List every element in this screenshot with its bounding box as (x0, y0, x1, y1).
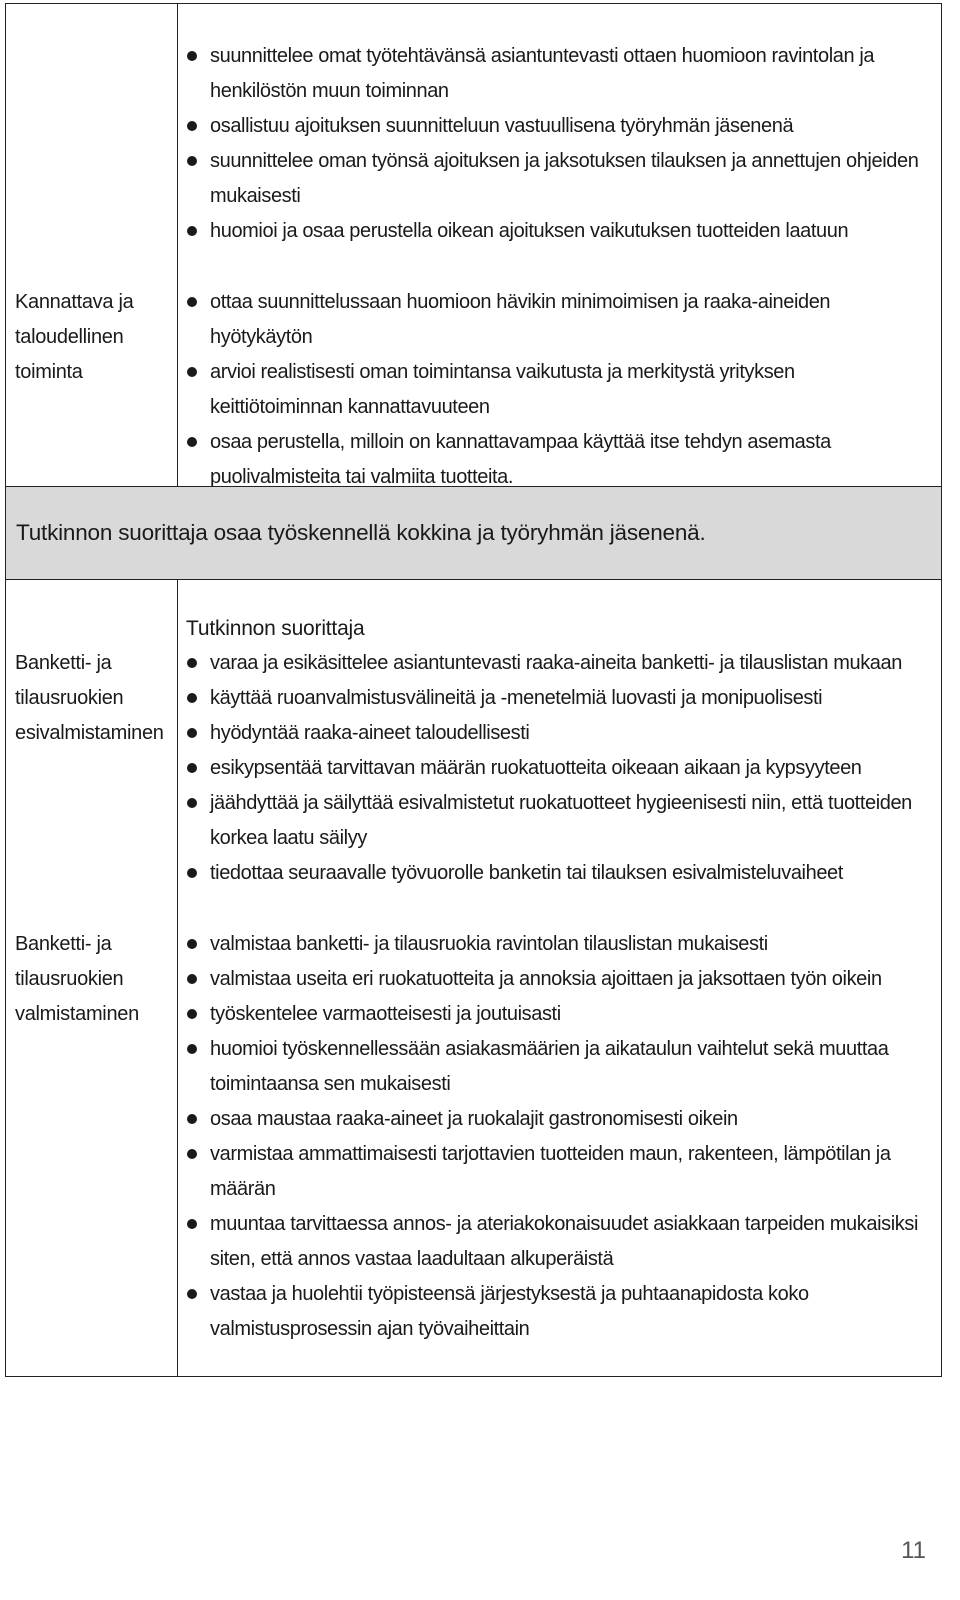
top-bullet-list (178, 39, 931, 249)
list-item: suunnittelee omat työtehtävänsä asiantuntevasti ottaen huomioon ravintolan ja henkilöstön muun toiminnan (178, 39, 931, 109)
competence-table (5, 3, 942, 1377)
list-item: tiedottaa seuraavalle työvuorolle banketin tai tilauksen esivalmisteluvaiheet (178, 856, 927, 891)
list-item: hyödyntää raaka-aineet taloudellisesti (178, 716, 927, 751)
label-cell (6, 4, 178, 486)
list-item: valmistaa banketti- ja tilausruokia ravintolan tilauslistan mukaisesti (178, 927, 927, 962)
list-item: osaa maustaa raaka-aineet ja ruokalajit gastronomisesti oikein (178, 1102, 927, 1137)
list-item: varaa ja esikäsittelee asiantuntevasti raaka-aineita banketti- ja tilauslistan mukaan (178, 646, 927, 681)
list-item: varmistaa ammattimaisesti tarjottavien tuotteiden maun, rakenteen, lämpötilan ja määrän (178, 1137, 927, 1207)
list-item: jäähdyttää ja säilyttää esivalmistetut ruokatuotteet hygieenisesti niin, että tuotteiden korkea laatu säilyy (178, 786, 927, 856)
label-esivalmistaminen: Banketti- ja tilausruokien esivalmistaminen (15, 652, 164, 744)
list-item: valmistaa useita eri ruokatuotteita ja annoksia ajoittaen ja jaksottaen työn oikein (178, 962, 927, 997)
content-cell (178, 580, 941, 1376)
valmistaminen-bullet-list (178, 927, 927, 1347)
section-banner: Tutkinnon suorittaja osaa työskennellä kokkina ja työryhmän jäsenenä. (6, 486, 941, 580)
list-item: käyttää ruoanvalmistusvälineitä ja -menetelmiä luovasti ja monipuolisesti (178, 681, 927, 716)
label-cell (6, 580, 178, 1376)
list-item: huomioi ja osaa perustella oikean ajoituksen vaikutuksen tuotteiden laatuun (178, 214, 931, 249)
section-heading: Tutkinnon suorittaja (186, 617, 365, 640)
label-kannattava: Kannattava ja taloudellinen toiminta (15, 291, 134, 383)
content-cell (178, 4, 941, 486)
kannattava-bullet-list (178, 285, 931, 495)
page-number: 11 (901, 1537, 926, 1564)
list-item: osallistuu ajoituksen suunnitteluun vastuullisena työryhmän jäsenenä (178, 109, 931, 144)
row-preparation (6, 580, 941, 1376)
list-item: muuntaa tarvittaessa annos- ja ateriakokonaisuudet asiakkaan tarpeiden mukaisiksi siten, että annos vastaa laadultaan alkuperäistä (178, 1207, 927, 1277)
esivalmistaminen-bullet-list (178, 646, 927, 891)
row-planning (6, 4, 941, 486)
list-item: esikypsentää tarvittavan määrän ruokatuotteita oikeaan aikaan ja kypsyyteen (178, 751, 927, 786)
list-item: työskentelee varmaotteisesti ja joutuisasti (178, 997, 927, 1032)
list-item: osaa perustella, milloin on kannattavampaa käyttää itse tehdyn asemasta puolivalmisteita tai valmiita tuotteita. (178, 425, 931, 495)
list-item: vastaa ja huolehtii työpisteensä järjestyksestä ja puhtaanapidosta koko valmistusprosessin ajan työvaiheittain (178, 1277, 927, 1347)
list-item: ottaa suunnittelussaan huomioon hävikin minimoimisen ja raaka-aineiden hyötykäytön (178, 285, 931, 355)
label-valmistaminen: Banketti- ja tilausruokien valmistaminen (15, 933, 139, 1025)
list-item: suunnittelee oman työnsä ajoituksen ja jaksotuksen tilauksen ja annettujen ohjeiden mukaisesti (178, 144, 931, 214)
list-item: arvioi realistisesti oman toimintansa vaikutusta ja merkitystä yrityksen keittiötoiminnan kannattavuuteen (178, 355, 931, 425)
list-item: huomioi työskennellessään asiakasmäärien ja aikataulun vaihtelut sekä muuttaa toimintaansa sen mukaisesti (178, 1032, 927, 1102)
